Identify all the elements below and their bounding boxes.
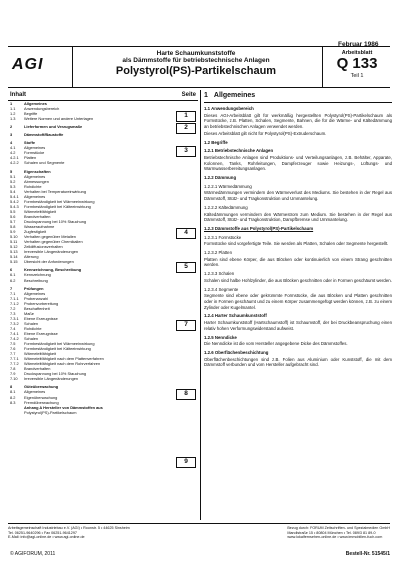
footer-line: Bezug durch: FORUM Zeitschriften- und Spezialmedien GmbH xyxy=(287,526,390,530)
toc-entry-number: 8 xyxy=(10,384,13,390)
toc-entry-number: 6.2 xyxy=(10,277,16,283)
toc-entry-number: 2 xyxy=(10,124,13,130)
sheet-number: Q 133 xyxy=(336,55,378,72)
toc-entry-number: 7 xyxy=(10,285,13,291)
toc-entry-number: 5.5 xyxy=(10,208,16,214)
footer xyxy=(8,523,390,540)
toc-entry-title: Wärmeleitfähigkeit xyxy=(24,208,57,214)
toc-entry-number: 5.13 xyxy=(10,249,18,255)
toc-entry-number: 7.4 xyxy=(10,325,16,331)
subsection-heading: 1.2.3.3 Schalen xyxy=(204,271,235,277)
subsection-heading: 1.2.2 Dämmung xyxy=(204,175,237,181)
toc-entry-number: 7.8 xyxy=(10,366,16,372)
toc-entry-number: 5.11 xyxy=(10,239,18,245)
toc-entry[interactable] xyxy=(10,278,198,283)
toc-entry-title: Brandverhalten xyxy=(24,213,51,219)
toc-title: Inhalt xyxy=(10,92,26,98)
footer-line: Arbeitsgemeinschaft Industriebau e.V. (AGI) • Roonstr. 5 • 44625 Sinsheim xyxy=(8,526,130,530)
toc-entry-title: Platten xyxy=(24,155,37,161)
toc-entry-title: Probenanzahl xyxy=(24,295,49,301)
subsection-heading: 1.2.6 Oberflächenbeschichtung xyxy=(204,349,269,355)
sheet-label: Arbeitsblatt xyxy=(341,50,373,56)
paragraph: Dieses Arbeitsblatt gilt nicht für Polystyrol(PS)-Extruderschaum. xyxy=(204,130,327,136)
subsection-heading: 1.2.3.1 Formstücke xyxy=(204,234,242,240)
section-title: Allgemeines xyxy=(213,92,256,99)
toc-entry-title: Zugfestigkeit xyxy=(24,229,47,235)
toc-entry-number: 5.1 xyxy=(10,173,16,179)
paragraph: Dieses AGI-Arbeitsblatt gilt für werkmäßig hergestellten Polystyrol(PS)-Partikelschaum als Formstücke, z.B. Platten, Schalen, Segmente, Bahnen, die für die Wärme- und Kältedämmung an betriebstechnischen Anlagen verwendet werden. xyxy=(204,112,392,130)
toc-entry-title: Irreversible Längenänderungen xyxy=(24,376,79,382)
subsection-heading: 1.2.3.2 Platten xyxy=(204,250,233,256)
section-number: 1 xyxy=(204,92,208,99)
toc-entry-title: Weitere Normen und andere Unterlagen xyxy=(24,116,94,122)
toc-entry-number: 7.3 xyxy=(10,310,16,316)
toc-page-number[interactable]: 4 xyxy=(184,229,188,236)
sheet-part: Teil 1 xyxy=(350,72,364,79)
toc-entry-number: 7.7.1 xyxy=(10,356,19,362)
header-divider xyxy=(72,46,73,88)
toc-header xyxy=(8,90,198,101)
order-number: Bestell-Nr. 51545/1 xyxy=(345,551,390,557)
toc-entry-number: 5.15 xyxy=(10,259,18,265)
toc-entry-title: Allgemeines xyxy=(24,290,46,296)
toc-entry-title: Formbeständigkeit bei Wärmeeinwirkung xyxy=(24,341,95,347)
toc-entry-title: Allgemeines xyxy=(24,389,46,395)
toc-page-number[interactable]: 2 xyxy=(184,124,188,131)
toc-entry-title: Verhalten gegenüber Metallen xyxy=(24,234,76,240)
agi-logo: AGI xyxy=(12,56,44,73)
toc-entry-title: Formbeständigkeit bei Kälteeinwirkung xyxy=(24,203,91,209)
subsection-heading: 1.2.3 Dämmstoffe aus Polystyrol(PS)-Partikelschaum xyxy=(204,225,314,231)
toc-entry-number: 7.1 xyxy=(10,290,16,296)
toc-entry-number: 5.9 xyxy=(10,229,16,235)
toc-entry-title: Schalen xyxy=(24,336,39,342)
subsection-heading: 1.2 Begriffe xyxy=(204,139,228,145)
toc-entry-number: 5.10 xyxy=(10,234,18,240)
toc-entry-number: 5.6 xyxy=(10,213,16,219)
toc-entry-title: Allgemeines xyxy=(24,173,46,179)
toc-entry-number: 5.14 xyxy=(10,254,18,260)
toc-entry-title: Formbeständigkeit bei Kälteeinwirkung xyxy=(24,346,91,352)
toc-entry-number: 5.4 xyxy=(10,188,16,194)
toc-entry-title: Druckspannung bei 10% Stauchung xyxy=(24,371,87,377)
toc-entry-number: 4.2.2 xyxy=(10,160,19,166)
toc-entry-number: 4 xyxy=(10,140,13,146)
title-line: Polystyrol(PS)-Partikelschaum xyxy=(115,64,277,77)
toc-entry-number: 7.5 xyxy=(10,341,16,347)
toc-entry-title: Allgemeines xyxy=(24,193,46,199)
toc-entry-number: 7.4.2 xyxy=(10,336,19,342)
toc-entry-title: Ebene Erzeugnisse xyxy=(24,330,58,336)
toc-entry-number: 7.7 xyxy=(10,351,16,357)
toc-entry[interactable] xyxy=(10,132,198,137)
toc-entry-title: Fremdüberwachung xyxy=(24,399,59,405)
paragraph: Schalen sind halbe Hohlzylinder, die aus Blöcken geschnitten oder in Formen geschäumt werden. xyxy=(204,277,392,283)
toc-entry-number: 5.4.1 xyxy=(10,193,19,199)
subsection-heading: 1.2.3.4 Segmente xyxy=(204,286,239,292)
content-body xyxy=(204,106,392,368)
paragraph: Harter Schaumkunststoff (Hartschaumstoff) ist Schaumstoff, der bei Druckbeanspruchung einen relativ hohen Verformungswiderstand aufweist. xyxy=(204,320,392,331)
toc-entry[interactable] xyxy=(10,259,198,264)
subsection-heading: 1.2.4 Harter Schaumkunststoff xyxy=(204,313,267,319)
paragraph: Kältedämmungen vermindern den Wärmestrom zum Medium. Sie bestehen in der Regel aus Dämmstoff, Stütz- und Tragkonstruktion, Dampfbremse und Ummantelung. xyxy=(204,211,392,223)
toc-entry-title: Beschreibung xyxy=(24,277,48,283)
toc-entry-title: Prüfungen xyxy=(24,285,44,291)
toc-entry-number: 6 xyxy=(10,267,13,273)
toc-entry-number: 5.12 xyxy=(10,244,18,250)
table-of-contents xyxy=(8,90,198,415)
toc-entry-title: Güteüberwachung xyxy=(24,384,59,390)
toc-entry-title: Rohdichte xyxy=(24,183,42,189)
paragraph: Oberflächenbeschichtungen sind z.B. Folien aus Aluminium oder Kunststoff, die mit dem Dämmstoff verbunden und vom Hersteller aufgebracht sind. xyxy=(204,356,392,368)
subsection-heading: 1.2.5 Nenndicke xyxy=(204,334,237,340)
toc-entry-number: 1.3 xyxy=(10,116,16,122)
toc-page-heading: Seite xyxy=(181,92,196,98)
toc-entry-number: 5 xyxy=(10,168,13,174)
publication-date: Februar 1986 xyxy=(338,41,379,48)
toc-entry-title: Formstücke xyxy=(24,150,45,156)
toc-entry-number: 4.1 xyxy=(10,145,16,151)
toc-entry-number: 7.6 xyxy=(10,346,16,352)
toc-entry-title: Schalen und Segmente xyxy=(24,160,65,166)
paragraph: Wärmedämmungen vermindern den Wärmeverlust des Mediums. Sie bestehen in der Regel aus Dämmstoff, Stütz- und Tragkonstruktion und Ummantelung. xyxy=(204,190,392,202)
footer-line: E-Mail: info@agi-online.de • www.agi-online.de xyxy=(8,535,85,540)
subsection-heading: 1.2.1 Betriebstechnische Anlagen xyxy=(204,148,274,154)
toc-entry[interactable] xyxy=(10,116,198,121)
toc-entry-number: 8.2 xyxy=(10,394,16,400)
toc-entry-number: 8.1 xyxy=(10,389,16,395)
toc-entry-number: 6.1 xyxy=(10,272,16,278)
toc-entry-number: 5.8 xyxy=(10,224,16,230)
subsection-heading: 1.1 Anwendungsbereich xyxy=(204,106,254,111)
paragraph: Platten sind ebene Körper, die aus Blöcken oder kontinuierlich von einem Strang geschnitten werden. xyxy=(204,256,392,268)
toc-entry-number: 7.4.1 xyxy=(10,330,19,336)
toc-entry[interactable] xyxy=(10,124,198,129)
footer-publisher xyxy=(8,526,130,540)
sheet-info xyxy=(328,50,386,79)
toc-entry-title: Kennzeichnung xyxy=(24,272,51,278)
footer-line: www.lokalfernsehen-online.de • www.immobilien-fuch.com xyxy=(287,535,383,540)
toc-entry-number: 5.4.2 xyxy=(10,198,19,204)
toc-entry-number: 7.1.1 xyxy=(10,295,19,301)
toc-entry-title: Kennzeichnung, Beschreibung xyxy=(24,267,82,273)
toc-entry-title: Wärmeleitfähigkeit xyxy=(24,351,57,357)
toc-entry-title: Dämmstoff/Baustoffe xyxy=(24,132,64,138)
title-line: als Dämmstoffe für betriebstechnische Anlagen xyxy=(122,57,270,65)
toc-entry-title: Wärmeleitfähigkeit nach dem Plattenverfahren xyxy=(24,356,104,362)
toc-entry-title: Wasseraufnahme xyxy=(24,224,55,230)
toc-entry-title: Abmessungen xyxy=(24,178,49,184)
toc-entry-title: Eigenschaften xyxy=(24,168,51,174)
toc-entry-title: Rohdichte xyxy=(24,325,42,331)
toc-entry-title: Polystyrol(PS)-Partikelschaum xyxy=(24,409,77,415)
toc-entry-number: 7.2 xyxy=(10,305,16,311)
toc-entry-number: 7.3.2 xyxy=(10,320,19,326)
content-column xyxy=(204,90,392,368)
paragraph: Segmente sind ebene oder gekrümmte Formstücke, die aus Blöcken und Platten geschnitten oder in Formen geschäumt und zu einem Körper zusammengefügt werden können, z.B. zu einem Zylinder oder Kugelmantel. xyxy=(204,293,392,310)
title-line: Harte Schaumkunststoffe xyxy=(156,50,236,57)
toc-entry-title: Schalen xyxy=(24,320,39,326)
section-heading xyxy=(204,90,392,103)
toc-entry-number: 7.3.1 xyxy=(10,315,19,321)
toc-entry[interactable] xyxy=(10,160,198,165)
toc-entry-title: Maße xyxy=(24,310,34,316)
toc-page-number[interactable]: 3 xyxy=(184,147,188,154)
toc-entry-title: Übersicht der Anforderungen xyxy=(24,259,74,265)
toc-entry-title: Alterung xyxy=(24,254,39,260)
toc-entry-title: Wärmeleitfähigkeit nach dem Rohrverfahren xyxy=(24,361,101,367)
toc-page-number[interactable]: 7 xyxy=(184,321,188,328)
footer-line: Mandlstraße 15 • 80804 München • Tel. 089/3 81 89-0 xyxy=(287,530,376,535)
toc-entry-number: 7.10 xyxy=(10,376,18,382)
column-divider xyxy=(200,90,201,520)
toc-entry-number: 5.7 xyxy=(10,218,16,224)
toc-entry-number: 1.2 xyxy=(10,111,16,117)
toc-entry[interactable] xyxy=(10,410,198,415)
toc-entry-number: 5.4.3 xyxy=(10,203,19,209)
copyright: © AGIFORUM, 2011 xyxy=(10,551,56,557)
toc-entry-title: Brandverhalten xyxy=(24,366,51,372)
toc-entry-number: 7.7.2 xyxy=(10,361,19,367)
toc-entry-title: Begriffe xyxy=(24,111,38,117)
toc-entry-number: 3 xyxy=(10,132,13,138)
toc-entry-number: 4.2 xyxy=(10,150,16,156)
subsection-heading: 1.2.2.2 Kältedämmung xyxy=(204,204,248,210)
toc-page-number[interactable]: 9 xyxy=(184,458,188,465)
toc-entry-title: Lieferformen und Verzugsmaße xyxy=(24,124,83,130)
toc-entry-title: Formbeständigkeit bei Wärmeeinwirkung xyxy=(24,198,95,204)
toc-entry-title: Ebene Erzeugnisse xyxy=(24,315,58,321)
toc-entry-number: 1.1 xyxy=(10,106,16,112)
toc-entry-title: Anwendungsbereich xyxy=(24,106,60,112)
toc-entry-title: Allgemeines xyxy=(24,145,46,151)
toc-page-number[interactable]: 1 xyxy=(184,112,188,119)
footer-line: Tel. 06251-9640296 • Fax 06251-9641297 xyxy=(8,530,77,535)
toc-entry-number: 7.9 xyxy=(10,371,16,377)
toc-entry-title: Eigenüberwachung xyxy=(24,394,58,400)
footer-distributor xyxy=(287,526,390,540)
toc-entry-title: Zelldiffusionsverhalten xyxy=(24,244,63,250)
toc-entry-number: 1 xyxy=(10,101,13,106)
toc-entry-title: Beschaffenheit xyxy=(24,305,50,311)
subsection-heading: 1.2.2.1 Wärmedämmung xyxy=(204,183,252,189)
toc-entry-number: 5.3 xyxy=(10,183,16,189)
toc-entry[interactable] xyxy=(10,376,198,381)
paragraph: Die Nenndicke ist die vom Hersteller angegebene Dicke des Dämmstoffes. xyxy=(204,341,348,347)
toc-entry-number: 8.3 xyxy=(10,399,16,405)
toc-entry-number: 4.2.1 xyxy=(10,155,19,161)
toc-entry-title: Druckspannung bei 10% Stauchung xyxy=(24,218,87,224)
toc-entry-title: Anhang A Hersteller von Dämmstoffen aus xyxy=(24,404,103,410)
toc-entry-number xyxy=(10,410,24,415)
document-title xyxy=(76,50,316,78)
toc-entry-number: 7.1.2 xyxy=(10,300,19,306)
header-divider xyxy=(322,46,323,88)
toc-entry-title: Probenvorbereitung xyxy=(24,300,59,306)
toc-entry-title: Verhalten gegenüber Chemikalien xyxy=(24,239,83,245)
toc-entry-title: Verhalten bei Temperatureinwirkung xyxy=(24,188,86,194)
toc-entry-number: 5.2 xyxy=(10,178,16,184)
paragraph: Formstücke sind vorgefertigte Teile. Sie werden als Platten, Schalen oder Segmente hergestellt. xyxy=(204,241,389,247)
toc-entry-title: Irreversible Längenänderungen xyxy=(24,249,79,255)
toc-page-number[interactable]: 8 xyxy=(184,390,188,397)
paragraph: Betriebstechnische Anlagen sind Produktions- und Verteilungsanlagen, z.B. Behälter, Apparate, Kolonnen, Tanks, Rohrleitungen, Dampferzeuger sowie Heizungs-, Lüftungs- und Warmwasserbereitungsanlagen. xyxy=(204,154,392,172)
toc-entry-title: Stoffe xyxy=(24,140,36,146)
toc-entry-title: Allgemeines xyxy=(24,101,47,106)
toc-page-number[interactable]: 5 xyxy=(184,263,188,270)
toc-list xyxy=(8,101,198,415)
